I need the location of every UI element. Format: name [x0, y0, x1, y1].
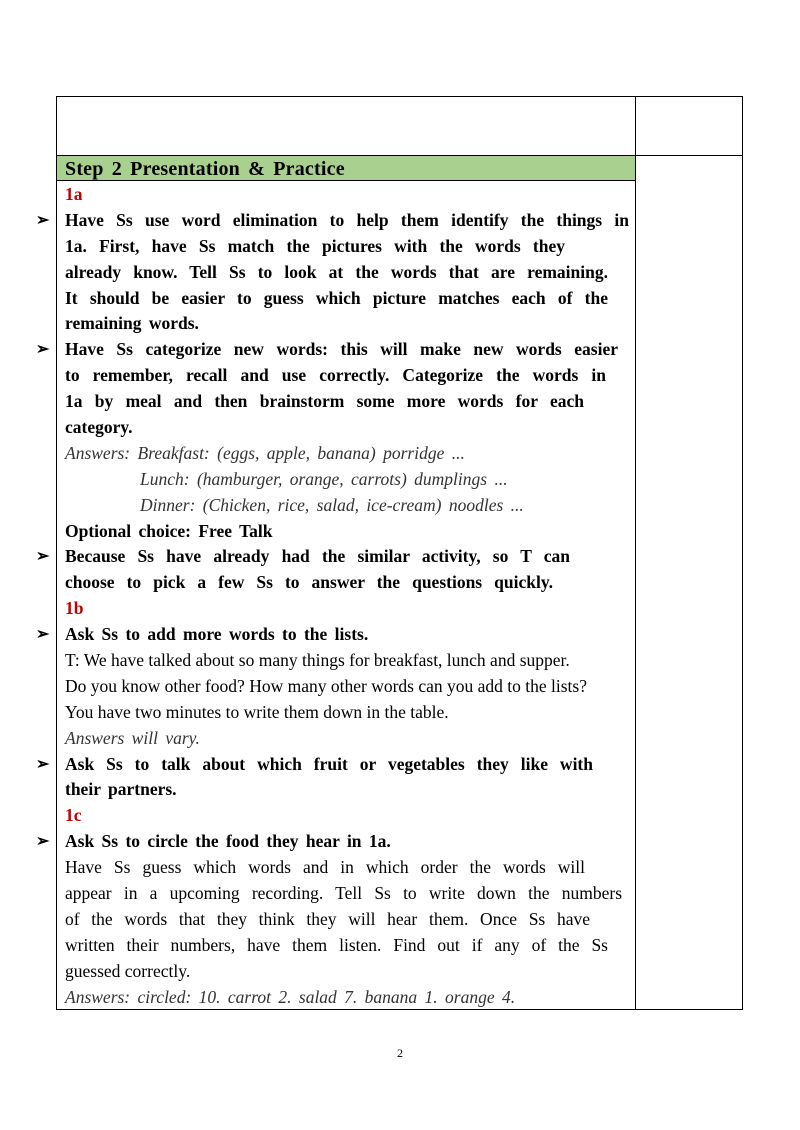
line-text: Ask Ss to circle the food they hear in 1a.	[65, 831, 391, 852]
line-text: Optional choice: Free Talk	[65, 520, 273, 541]
content-line	[65, 234, 629, 260]
content-line	[65, 881, 629, 907]
line-text: Because Ss have already had the similar activity, so T can	[65, 546, 570, 567]
bullet-arrow-icon: ➢	[36, 833, 50, 851]
line-text: T: We have talked about so many things for breakfast, lunch and supper.	[65, 650, 570, 671]
content-line	[65, 467, 629, 493]
line-text: 1a. First, have Ss match the pictures with the words they	[65, 235, 565, 256]
content-line	[65, 286, 629, 312]
line-text: remaining words.	[65, 313, 199, 334]
content-line	[65, 363, 629, 389]
section-heading	[65, 596, 629, 622]
bullet-arrow-icon: ➢	[36, 548, 50, 566]
content-line	[65, 570, 629, 596]
line-text: Answers will vary.	[65, 727, 200, 748]
page-number: 2	[397, 1046, 403, 1060]
content-line	[36, 829, 629, 855]
content-line	[65, 855, 629, 881]
content-line	[65, 260, 629, 286]
content-line	[36, 622, 629, 648]
content-line	[65, 311, 629, 337]
line-text: Answers: Breakfast: (eggs, apple, banana) porridge ...	[65, 442, 465, 463]
line-text: Have Ss guess which words and in which order the words will	[65, 857, 585, 878]
line-text: Answers: circled: 10. carrot 2. salad 7. banana 1. orange 4.	[65, 986, 516, 1007]
bullet-arrow-icon: ➢	[36, 626, 50, 644]
line-text: written their numbers, have them listen. Find out if any of the Ss	[65, 934, 608, 955]
content-line	[65, 777, 629, 803]
bullet-arrow-icon: ➢	[36, 341, 50, 359]
content-line	[65, 493, 629, 519]
content-line	[65, 726, 629, 752]
line-text: Have Ss use word elimination to help them identify the things in	[65, 209, 629, 230]
content-line	[65, 985, 629, 1011]
line-text: category.	[65, 417, 133, 438]
lesson-content	[36, 182, 629, 1011]
line-text: guessed correctly.	[65, 960, 191, 981]
line-text: Lunch: (hamburger, orange, carrots) dumplings ...	[140, 468, 508, 489]
line-text: to remember, recall and use correctly. Categorize the words in	[65, 365, 606, 386]
line-text: choose to pick a few Ss to answer the questions quickly.	[65, 572, 553, 593]
content-line	[36, 337, 629, 363]
line-text: 1b	[65, 598, 84, 619]
content-line	[65, 648, 629, 674]
content-line	[65, 415, 629, 441]
line-text: Do you know other food? How many other words can you add to the lists?	[65, 675, 587, 696]
section-heading	[65, 803, 629, 829]
line-text: of the words that they think they will hear them. Once Ss have	[65, 908, 590, 929]
line-text: their partners.	[65, 779, 177, 800]
line-text: You have two minutes to write them down in the table.	[65, 701, 449, 722]
content-line	[65, 959, 629, 985]
line-text: Dinner: (Chicken, rice, salad, ice-cream) noodles ...	[140, 494, 524, 515]
bullet-arrow-icon: ➢	[36, 755, 50, 773]
content-line	[65, 907, 629, 933]
table-column-divider	[635, 96, 636, 1010]
line-text: Ask Ss to talk about which fruit or vegetables they like with	[65, 753, 593, 774]
content-line	[65, 441, 629, 467]
line-text: Have Ss categorize new words: this will make new words easier	[65, 339, 618, 360]
line-text: appear in a upcoming recording. Tell Ss to write down the numbers	[65, 883, 622, 904]
content-line	[65, 519, 629, 545]
section-heading	[65, 182, 629, 208]
content-line	[36, 752, 629, 778]
line-text: 1a	[65, 184, 83, 204]
bullet-arrow-icon: ➢	[36, 211, 50, 229]
line-text: 1c	[65, 805, 82, 826]
content-line	[65, 389, 629, 415]
step-title: Step 2 Presentation & Practice	[65, 158, 345, 180]
line-text: It should be easier to guess which picture matches each of the	[65, 287, 608, 308]
content-line	[36, 208, 629, 234]
content-line	[65, 933, 629, 959]
line-text: 1a by meal and then brainstorm some more words for each	[65, 391, 584, 412]
content-line	[65, 700, 629, 726]
content-line	[36, 544, 629, 570]
content-line	[65, 674, 629, 700]
line-text: Ask Ss to add more words to the lists.	[65, 624, 369, 645]
line-text: already know. Tell Ss to look at the words that are remaining.	[65, 261, 608, 282]
